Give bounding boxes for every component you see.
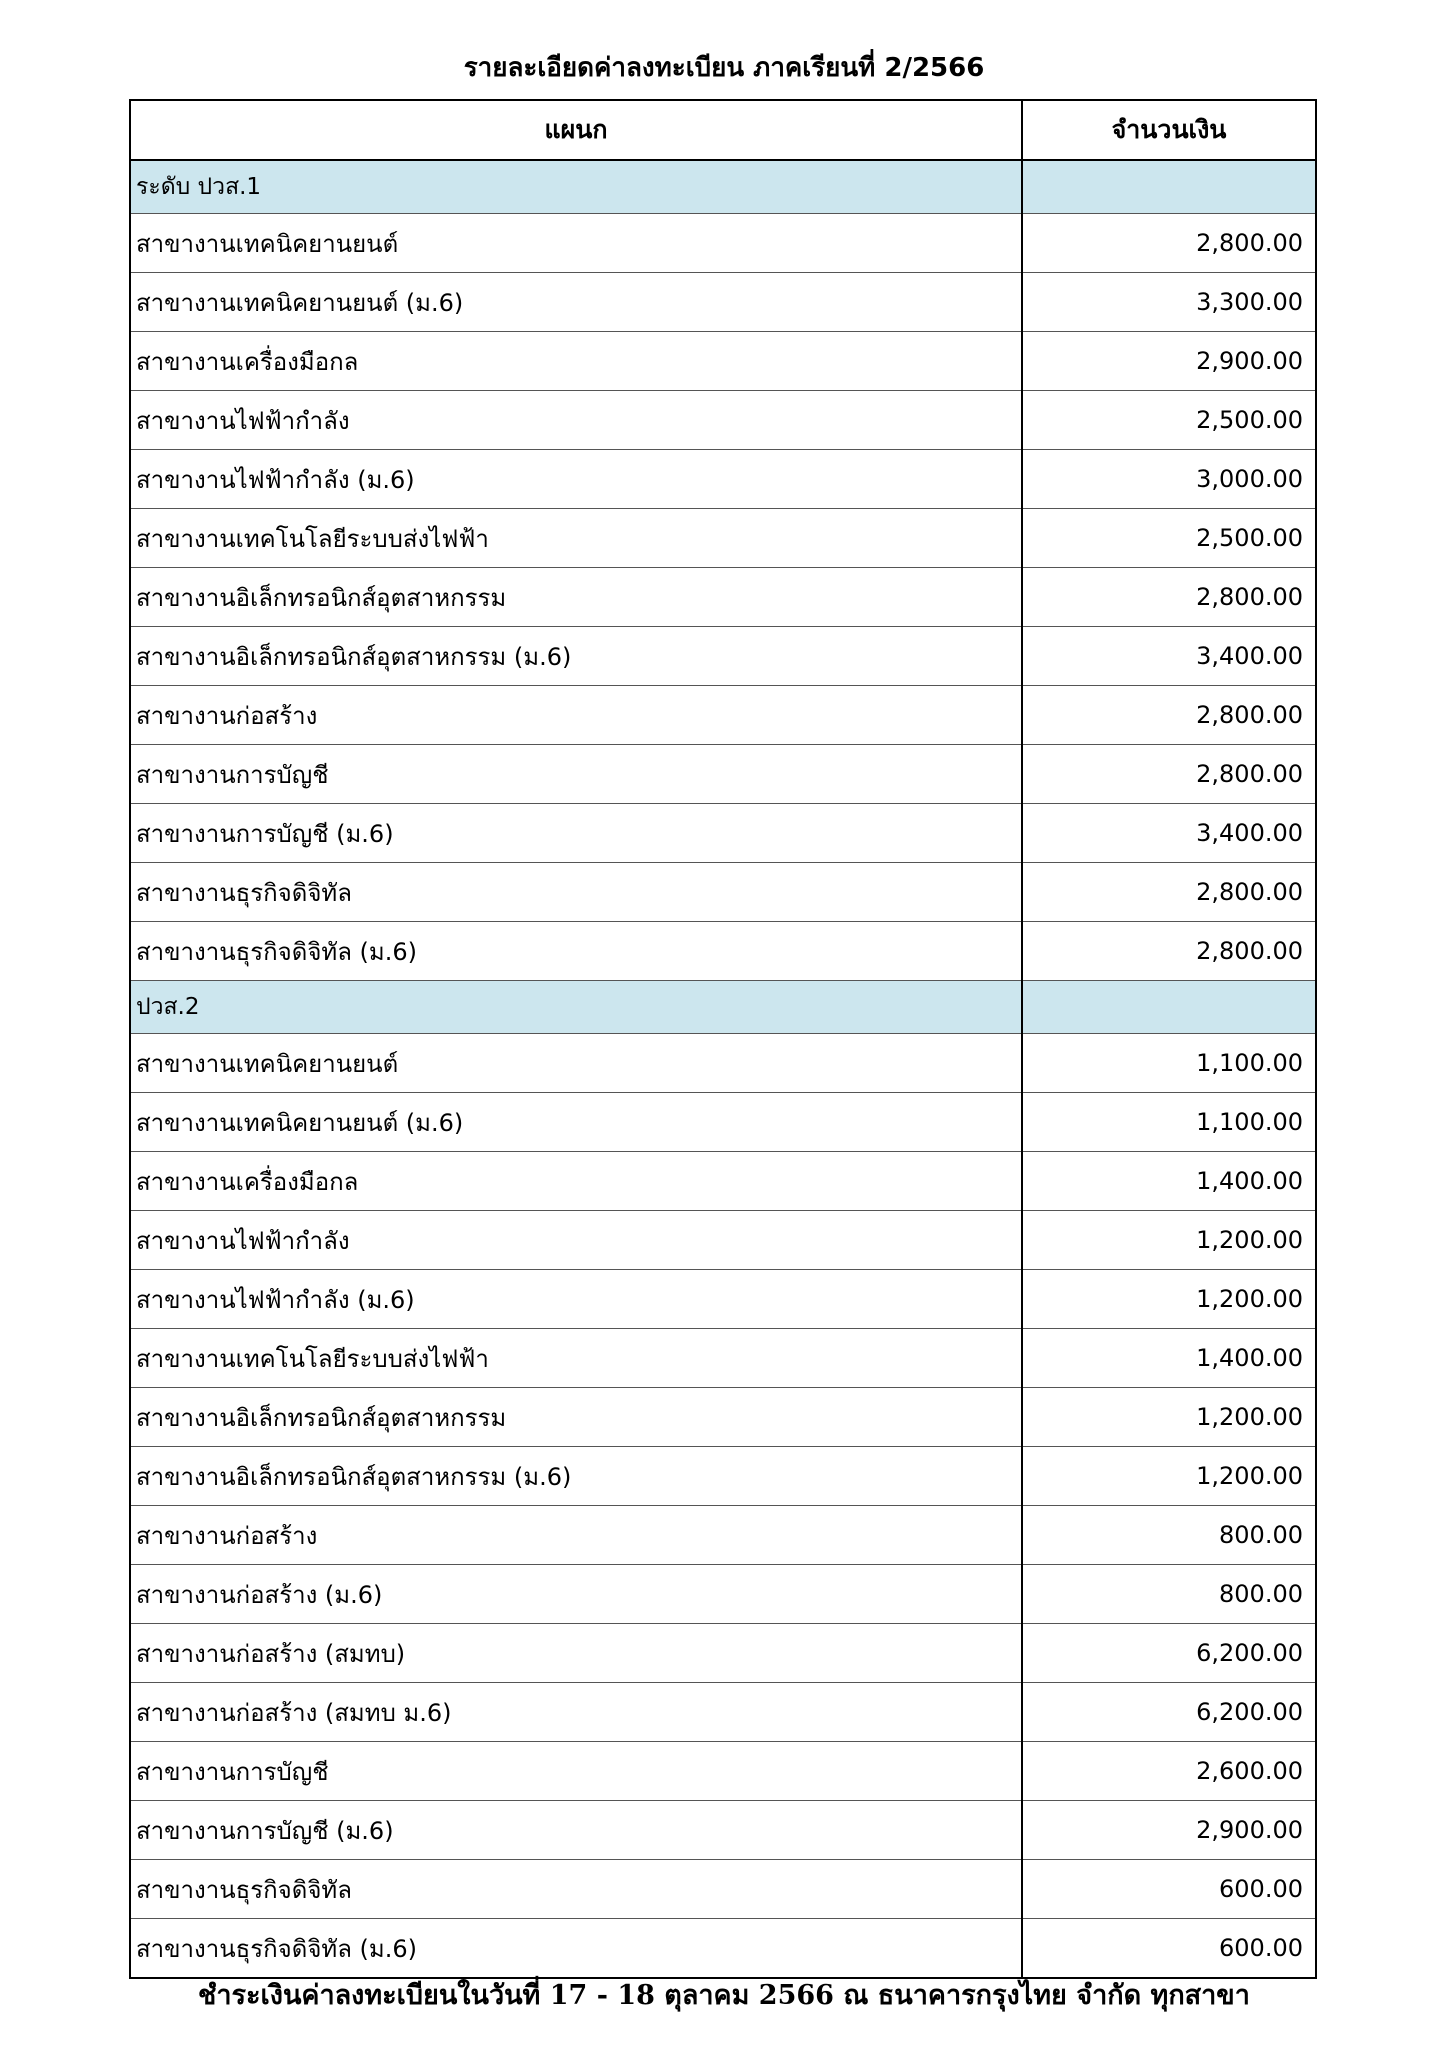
department-cell: สาขางานเทคโนโลยีระบบส่งไฟฟ้า [130,1329,1022,1388]
amount-cell: 2,900.00 [1022,1801,1316,1860]
amount-cell: 1,400.00 [1022,1329,1316,1388]
table-row [130,804,1316,863]
page-title: รายละเอียดค่าลงทะเบียน ภาคเรียนที่ 2/2566 [463,53,985,83]
table-header-row [130,100,1316,160]
table-row [130,450,1316,509]
table-row [130,273,1316,332]
department-cell: สาขางานเครื่องมือกล [130,1152,1022,1211]
table-row [130,1683,1316,1742]
table-row [130,391,1316,450]
table-row [130,568,1316,627]
department-cell: สาขางานเทคโนโลยีระบบส่งไฟฟ้า [130,509,1022,568]
department-cell: สาขางานธุรกิจดิจิทัล [130,863,1022,922]
table-row [130,863,1316,922]
department-cell: สาขางานไฟฟ้ากำลัง (ม.6) [130,1270,1022,1329]
amount-cell: 1,100.00 [1022,1093,1316,1152]
department-cell: สาขางานไฟฟ้ากำลัง (ม.6) [130,450,1022,509]
department-cell: สาขางานอิเล็กทรอนิกส์อุตสาหกรรม (ม.6) [130,1447,1022,1506]
table-row [130,1565,1316,1624]
amount-cell: 800.00 [1022,1565,1316,1624]
amount-cell: 2,800.00 [1022,686,1316,745]
department-cell: สาขางานการบัญชี [130,745,1022,804]
table-row [130,1211,1316,1270]
table-row [130,509,1316,568]
table-row [130,1093,1316,1152]
table-row [130,214,1316,273]
section-row [130,160,1316,214]
amount-cell: 2,600.00 [1022,1742,1316,1801]
table-row [130,922,1316,981]
department-cell: สาขางานก่อสร้าง (ม.6) [130,1565,1022,1624]
table-row [130,1919,1316,1979]
table-row [130,1388,1316,1447]
table-row [130,1034,1316,1093]
table-row [130,1624,1316,1683]
amount-cell: 2,800.00 [1022,214,1316,273]
table-body [130,160,1316,1978]
department-cell: สาขางานอิเล็กทรอนิกส์อุตสาหกรรม (ม.6) [130,627,1022,686]
header-amount: จำนวนเงิน [1022,100,1316,160]
department-cell: สาขางานไฟฟ้ากำลัง [130,391,1022,450]
amount-cell: 1,200.00 [1022,1270,1316,1329]
amount-cell: 2,500.00 [1022,391,1316,450]
amount-cell: 3,300.00 [1022,273,1316,332]
table-row [130,686,1316,745]
table-row [130,1742,1316,1801]
department-cell: สาขางานธุรกิจดิจิทัล [130,1860,1022,1919]
table-row [130,627,1316,686]
department-cell: สาขางานการบัญชี [130,1742,1022,1801]
department-cell: สาขางานการบัญชี (ม.6) [130,804,1022,863]
amount-cell: 6,200.00 [1022,1624,1316,1683]
registration-fee-table [129,99,1317,1979]
amount-cell: 1,200.00 [1022,1447,1316,1506]
department-cell: สาขางานอิเล็กทรอนิกส์อุตสาหกรรม [130,1388,1022,1447]
amount-cell: 1,200.00 [1022,1388,1316,1447]
table-row [130,1152,1316,1211]
table-row [130,1329,1316,1388]
amount-cell: 3,000.00 [1022,450,1316,509]
department-cell: สาขางานเครื่องมือกล [130,332,1022,391]
amount-cell: 2,800.00 [1022,745,1316,804]
department-cell: สาขางานการบัญชี (ม.6) [130,1801,1022,1860]
table-row [130,1506,1316,1565]
amount-cell: 1,400.00 [1022,1152,1316,1211]
amount-cell: 3,400.00 [1022,804,1316,863]
department-cell: สาขางานธุรกิจดิจิทัล (ม.6) [130,922,1022,981]
amount-cell: 1,200.00 [1022,1211,1316,1270]
department-cell: สาขางานก่อสร้าง [130,686,1022,745]
amount-cell: 2,900.00 [1022,332,1316,391]
section-amount-empty [1022,981,1316,1034]
header-department: แผนก [130,100,1022,160]
section-amount-empty [1022,160,1316,214]
amount-cell: 6,200.00 [1022,1683,1316,1742]
department-cell: สาขางานเทคนิคยานยนต์ (ม.6) [130,273,1022,332]
department-cell: สาขางานเทคนิคยานยนต์ [130,214,1022,273]
amount-cell: 2,500.00 [1022,509,1316,568]
department-cell: สาขางานเทคนิคยานยนต์ (ม.6) [130,1093,1022,1152]
department-cell: สาขางานก่อสร้าง (สมทบ ม.6) [130,1683,1022,1742]
amount-cell: 3,400.00 [1022,627,1316,686]
amount-cell: 1,100.00 [1022,1034,1316,1093]
amount-cell: 2,800.00 [1022,568,1316,627]
table-row [130,745,1316,804]
table-row [130,1801,1316,1860]
table-row [130,332,1316,391]
payment-note: ชำระเงินค่าลงทะเบียนในวันที่ 17 - 18 ตุลาคม 2566 ณ ธนาคารกรุงไทย จำกัด ทุกสาขา [198,1980,1250,2011]
section-label: ปวส.2 [130,981,1022,1034]
department-cell: สาขางานก่อสร้าง [130,1506,1022,1565]
department-cell: สาขางานธุรกิจดิจิทัล (ม.6) [130,1919,1022,1979]
section-label: ระดับ ปวส.1 [130,160,1022,214]
department-cell: สาขางานก่อสร้าง (สมทบ) [130,1624,1022,1683]
table-row [130,1447,1316,1506]
amount-cell: 2,800.00 [1022,863,1316,922]
department-cell: สาขางานเทคนิคยานยนต์ [130,1034,1022,1093]
amount-cell: 600.00 [1022,1919,1316,1979]
section-row [130,981,1316,1034]
table-row [130,1270,1316,1329]
department-cell: สาขางานไฟฟ้ากำลัง [130,1211,1022,1270]
amount-cell: 800.00 [1022,1506,1316,1565]
amount-cell: 2,800.00 [1022,922,1316,981]
department-cell: สาขางานอิเล็กทรอนิกส์อุตสาหกรรม [130,568,1022,627]
amount-cell: 600.00 [1022,1860,1316,1919]
table-row [130,1860,1316,1919]
